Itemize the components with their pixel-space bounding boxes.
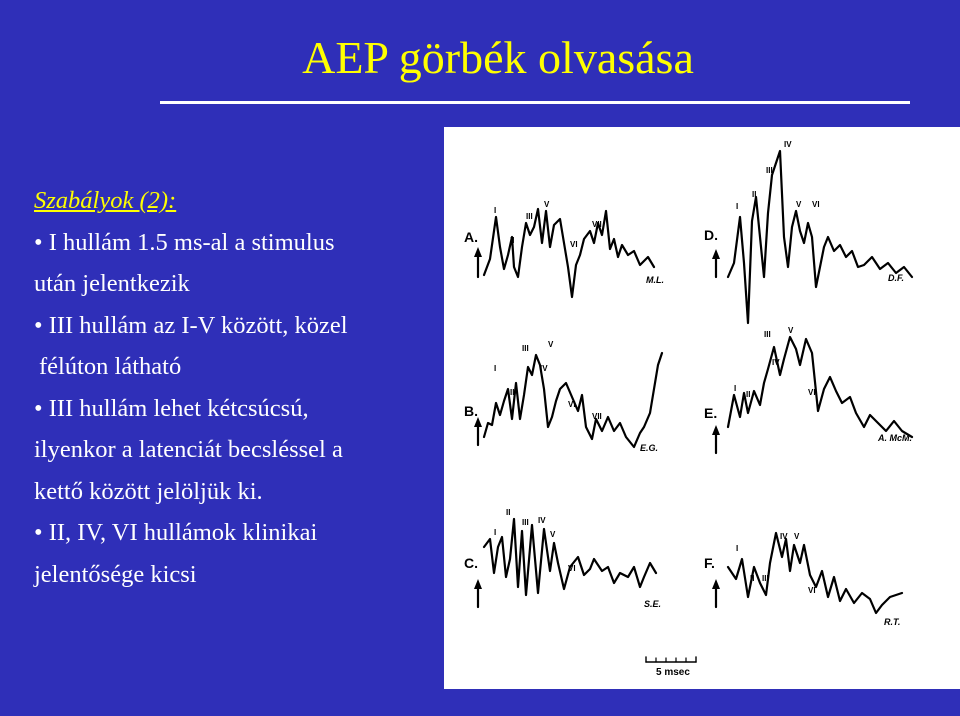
panel-initials-e: A. McM. xyxy=(878,433,913,443)
svg-text:III: III xyxy=(522,344,529,353)
panel-letter-f: F. xyxy=(704,555,715,571)
svg-text:V: V xyxy=(550,530,556,539)
panel-letter-c: C. xyxy=(464,555,478,571)
svg-text:VII: VII xyxy=(592,412,602,421)
svg-text:I: I xyxy=(494,528,497,537)
svg-text:II: II xyxy=(746,390,751,399)
text-line-5: • III hullám lehet kétcsúcsú, xyxy=(34,394,309,422)
text-line-2: után jelentkezik xyxy=(34,270,190,297)
svg-text:III: III xyxy=(526,212,533,221)
rules-heading: Szabályok (2): xyxy=(34,187,177,214)
waveform-f xyxy=(728,533,902,613)
scale-bar-label: 5 msec xyxy=(656,667,690,678)
waveform-d xyxy=(728,151,912,323)
panel-initials-a: M.L. xyxy=(646,275,664,285)
text-line-4: félúton látható xyxy=(39,353,182,380)
text-line-9: jelentősége kicsi xyxy=(34,560,197,588)
text-line-8: • II, IV, VI hullámok klinikai xyxy=(34,519,318,546)
panel-initials-f: R.T. xyxy=(884,617,901,627)
svg-text:II: II xyxy=(510,388,515,397)
svg-text:III: III xyxy=(522,518,529,527)
svg-text:III: III xyxy=(764,330,771,339)
text-line-3: • III hullám az I-V között, közel xyxy=(34,311,348,339)
text-line-7: kettő között jelöljük ki. xyxy=(34,477,263,505)
svg-text:III: III xyxy=(766,166,773,175)
panel-letter-d: D. xyxy=(704,227,718,243)
svg-text:IV: IV xyxy=(540,364,548,373)
panel-initials-d: D.F. xyxy=(888,273,905,283)
text-line-6: ilyenkor a latenciát becsléssel a xyxy=(34,436,343,463)
svg-text:II: II xyxy=(752,190,757,199)
svg-text:I: I xyxy=(494,206,497,215)
svg-text:VI: VI xyxy=(808,586,816,595)
svg-text:I: I xyxy=(494,364,497,373)
title-divider xyxy=(160,101,910,104)
svg-text:III: III xyxy=(762,574,769,583)
svg-text:VI: VI xyxy=(808,388,816,397)
panel-letter-b: B. xyxy=(464,403,478,419)
panel-initials-b: E.G. xyxy=(640,443,659,453)
svg-text:I: I xyxy=(734,384,737,393)
waveform-drawing xyxy=(444,127,960,689)
svg-text:II: II xyxy=(506,508,511,517)
waveform-a xyxy=(484,209,654,297)
aep-waveform-figure xyxy=(444,127,960,689)
panel-initials-c: S.E. xyxy=(644,599,662,609)
svg-text:V: V xyxy=(544,200,550,209)
slide-title: AEP görbék olvasása xyxy=(302,32,694,83)
waveform-c xyxy=(484,519,656,595)
svg-text:IV: IV xyxy=(784,140,792,149)
svg-text:I: I xyxy=(736,544,739,553)
panel-letter-a: A. xyxy=(464,229,478,245)
svg-text:VI: VI xyxy=(570,240,578,249)
svg-text:VI: VI xyxy=(568,564,576,573)
svg-text:V: V xyxy=(788,326,794,335)
svg-text:II: II xyxy=(750,574,755,583)
svg-text:IV: IV xyxy=(772,358,780,367)
waveform-e xyxy=(728,337,912,437)
text-line-1: • I hullám 1.5 ms-al a stimulus xyxy=(34,228,335,256)
svg-text:V: V xyxy=(794,532,800,541)
svg-text:I: I xyxy=(736,202,739,211)
svg-text:IV: IV xyxy=(538,516,546,525)
svg-text:II: II xyxy=(510,236,515,245)
svg-text:VI: VI xyxy=(812,200,820,209)
svg-text:VI: VI xyxy=(568,400,576,409)
panel-letter-e: E. xyxy=(704,405,718,421)
svg-text:V: V xyxy=(796,200,802,209)
svg-text:VII: VII xyxy=(592,220,602,229)
rules-text xyxy=(34,180,434,595)
svg-text:V: V xyxy=(548,340,554,349)
svg-text:IV: IV xyxy=(780,532,788,541)
